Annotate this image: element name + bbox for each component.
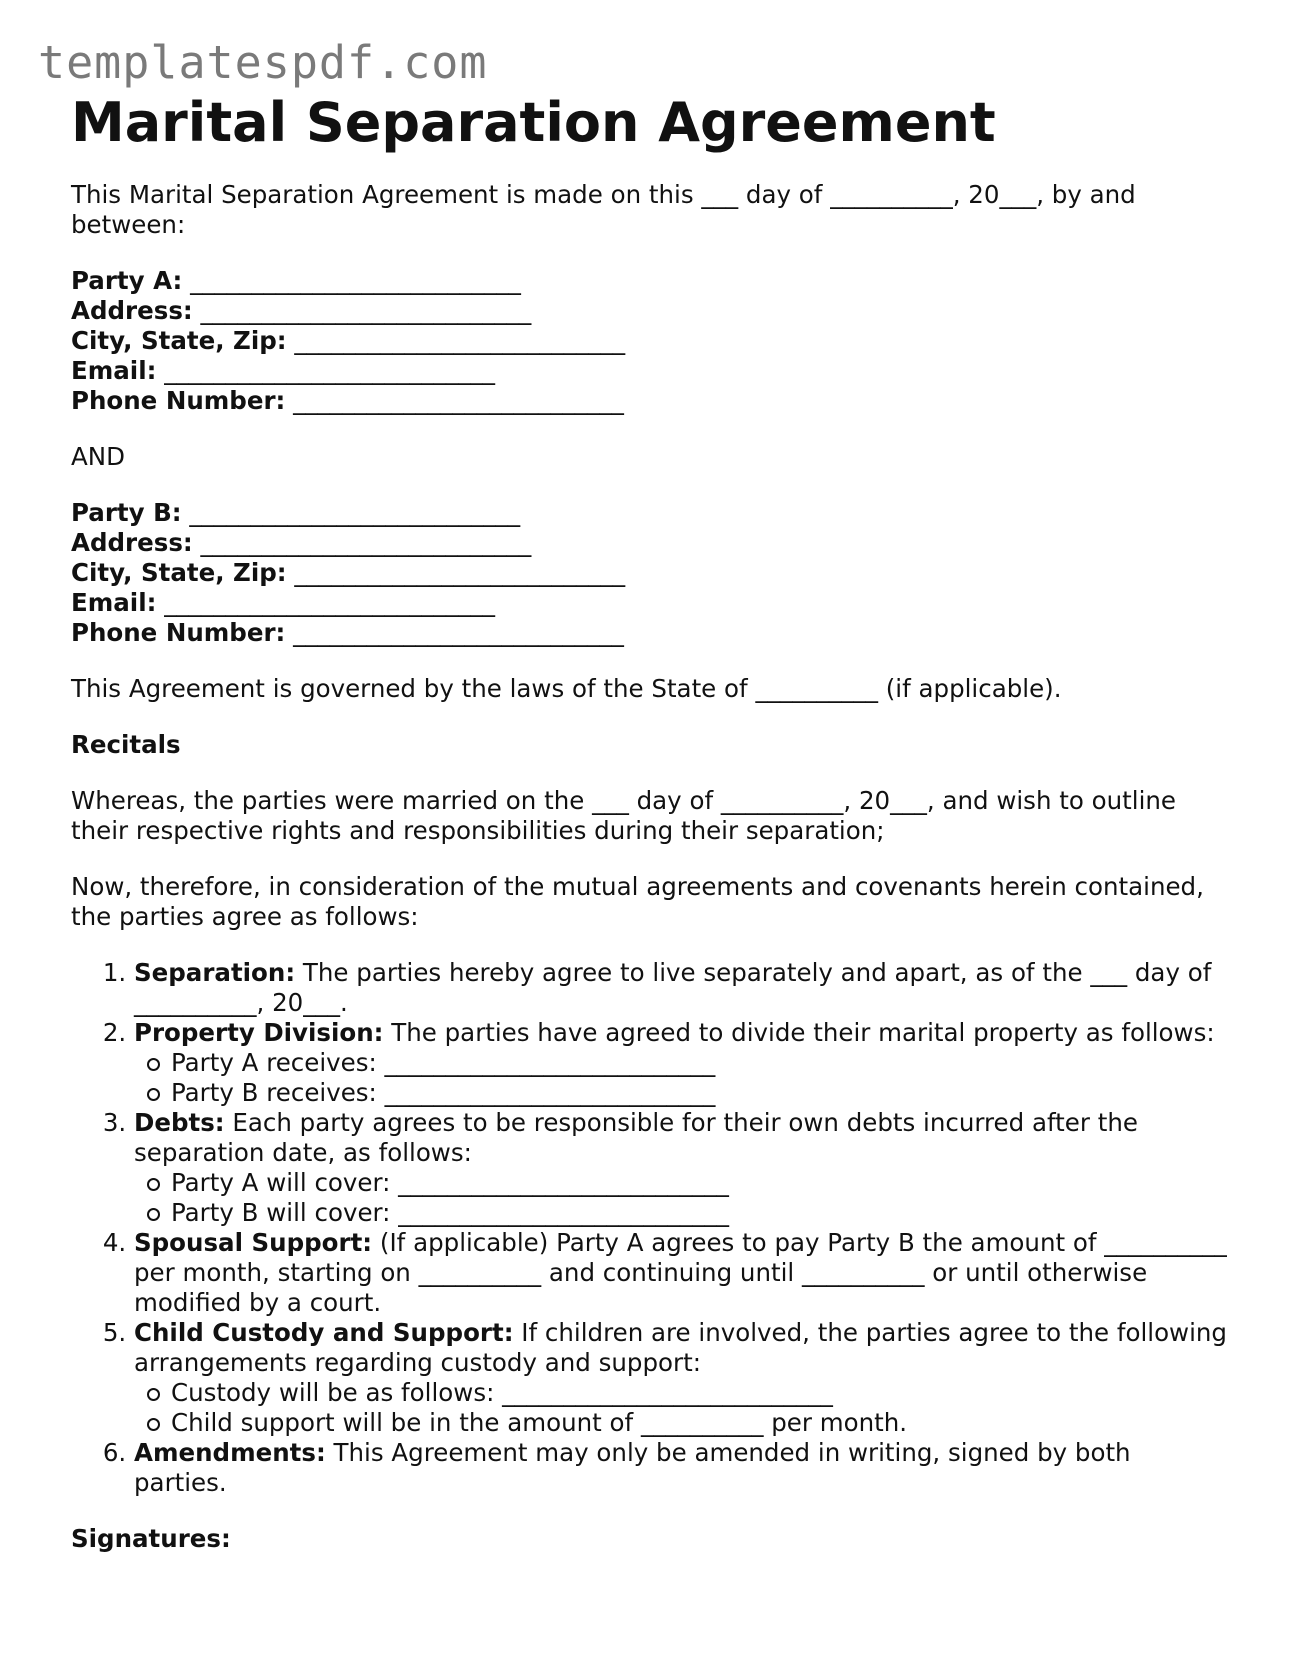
term-text: If children are involved, the parties agree to the following arrangements regarding custody and support:	[134, 1318, 1227, 1377]
sub-item: Custody will be as follows: ___________________________	[171, 1378, 1231, 1408]
term-heading: Amendments:	[134, 1438, 326, 1467]
term-heading: Debts:	[134, 1108, 225, 1137]
watermark: templatespdf.com	[38, 36, 488, 89]
party-b-block	[71, 498, 1231, 648]
term-text: Each party agrees to be responsible for their own debts incurred after the separation date, as follows:	[134, 1108, 1138, 1167]
field-label: Phone Number:	[71, 618, 286, 647]
sub-item: Party A receives: ___________________________	[171, 1048, 1231, 1078]
party-b-email-blank[interactable]: ___________________________	[164, 588, 495, 617]
field-label: Address:	[71, 296, 193, 325]
party-b-phone-blank[interactable]: ___________________________	[293, 618, 624, 647]
sub-item: Child support will be in the amount of __________ per month.	[171, 1408, 1231, 1438]
field-label: City, State, Zip:	[71, 326, 287, 355]
and-separator: AND	[71, 442, 125, 471]
party-b-address-blank[interactable]: ___________________________	[200, 528, 532, 557]
term-text: (If applicable) Party A agrees to pay Party B the amount of __________ per month, starting on __________ and continuing until __________ or until otherwise modified by a court.	[134, 1228, 1227, 1317]
party-b-name-line	[71, 498, 1231, 528]
signatures-heading: Signatures:	[71, 1524, 231, 1553]
term-debts	[134, 1108, 1231, 1228]
term-text: The parties have agreed to divide their marital property as follows:	[383, 1018, 1215, 1047]
term-property-division	[134, 1018, 1231, 1108]
term-heading: Spousal Support:	[134, 1228, 373, 1257]
party-a-city-line	[71, 326, 1231, 356]
party-b-email-line	[71, 588, 1231, 618]
party-a-block	[71, 266, 1231, 416]
term-separation	[134, 958, 1231, 1018]
whereas-paragraph: Whereas, the parties were married on the ___ day of __________, 20___, and wish to outline their respective rights and responsibilities during their separation;	[71, 786, 1176, 845]
party-b-city-blank[interactable]: ___________________________	[294, 558, 626, 587]
field-label: City, State, Zip:	[71, 558, 287, 587]
party-a-email-blank[interactable]: ___________________________	[164, 356, 495, 385]
term-spousal-support	[134, 1228, 1231, 1318]
field-label: Email:	[71, 588, 157, 617]
party-b-name-blank[interactable]: ___________________________	[189, 498, 521, 527]
debts-sublist	[134, 1168, 1231, 1228]
party-a-address-line	[71, 296, 1231, 326]
term-heading: Child Custody and Support:	[134, 1318, 514, 1347]
term-amendments	[134, 1438, 1231, 1498]
party-a-name-line	[71, 266, 1231, 296]
now-therefore-paragraph: Now, therefore, in consideration of the mutual agreements and covenants herein contained, the parties agree as follows:	[71, 872, 1204, 931]
property-sublist	[134, 1048, 1231, 1108]
party-b-city-line	[71, 558, 1231, 588]
party-a-name-blank[interactable]: ___________________________	[190, 266, 521, 295]
field-label: Party B:	[71, 498, 182, 527]
sub-item: Party B receives: ___________________________	[171, 1078, 1231, 1108]
party-b-address-line	[71, 528, 1231, 558]
intro-paragraph: This Marital Separation Agreement is made on this ___ day of __________, 20___, by and between:	[71, 180, 1136, 239]
field-label: Address:	[71, 528, 193, 557]
term-child-custody	[134, 1318, 1231, 1438]
sub-item: Party B will cover: ___________________________	[171, 1198, 1231, 1228]
party-a-address-blank[interactable]: ___________________________	[200, 296, 532, 325]
terms-list	[71, 958, 1231, 1498]
document-body	[71, 90, 1231, 1554]
field-label: Party A:	[71, 266, 183, 295]
party-a-phone-blank[interactable]: ___________________________	[293, 386, 624, 415]
recitals-heading: Recitals	[71, 730, 181, 759]
party-a-city-blank[interactable]: ___________________________	[294, 326, 626, 355]
term-heading: Property Division:	[134, 1018, 384, 1047]
field-label: Phone Number:	[71, 386, 286, 415]
term-heading: Separation:	[134, 958, 296, 987]
field-label: Email:	[71, 356, 157, 385]
party-b-phone-line	[71, 618, 1231, 648]
sub-item: Party A will cover: ___________________________	[171, 1168, 1231, 1198]
custody-sublist	[134, 1378, 1231, 1438]
document-title: Marital Separation Agreement	[71, 91, 996, 154]
term-text: This Agreement may only be amended in writing, signed by both parties.	[134, 1438, 1131, 1497]
term-text: The parties hereby agree to live separately and apart, as of the ___ day of __________, 20___.	[134, 958, 1212, 1017]
party-a-phone-line	[71, 386, 1231, 416]
governing-law-paragraph: This Agreement is governed by the laws of the State of __________ (if applicable).	[71, 674, 1062, 703]
party-a-email-line	[71, 356, 1231, 386]
